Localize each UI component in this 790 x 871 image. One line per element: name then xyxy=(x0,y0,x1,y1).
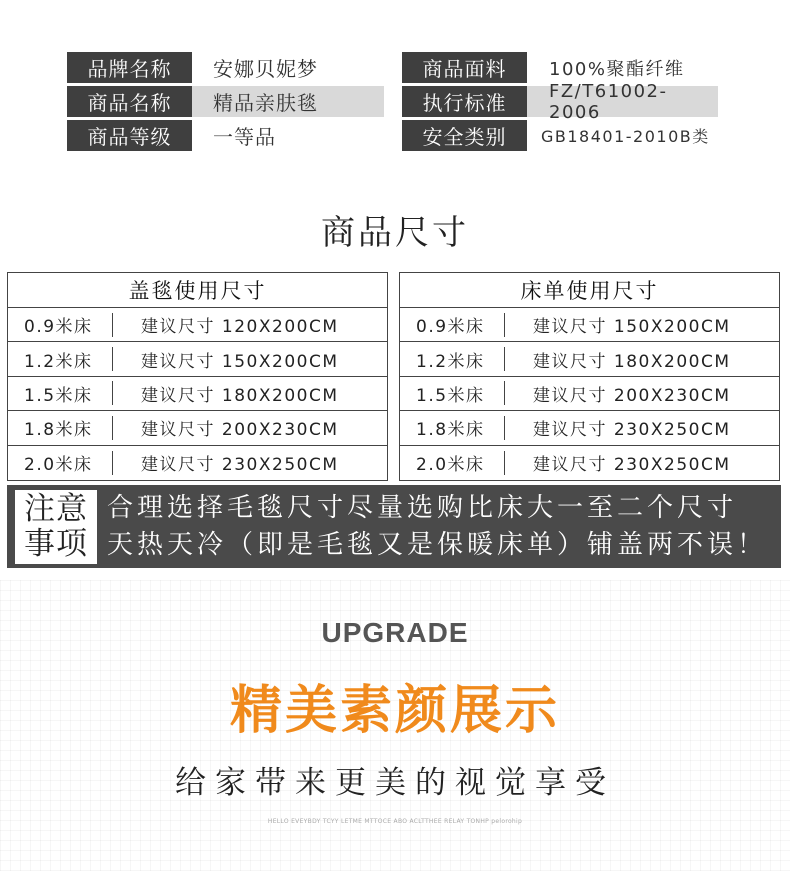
recommended-size-cell: 建议尺寸 150X200CM xyxy=(141,351,339,372)
decorative-fine-print: HELLO EVEYBDY TCYY LETME MTTOCE ABO ACLTTHEE RELAY TONHP pelorohip xyxy=(267,818,523,825)
table-row xyxy=(400,308,779,342)
notice-line: 合理选择毛毯尺寸尽量选购比床大一至二个尺寸 xyxy=(107,492,738,523)
spec-row-brand xyxy=(67,52,384,83)
spec-key: 商品名称 xyxy=(67,86,192,117)
spec-value: 一等品 xyxy=(213,125,276,149)
recommended-size-cell: 建议尺寸 180X200CM xyxy=(141,385,339,406)
notice-line: 天热天冷（即是毛毯又是保暖床单）铺盖两不误！ xyxy=(107,529,768,560)
recommended-size-cell: 建议尺寸 200X230CM xyxy=(533,385,731,406)
notice-tag-line: 事项 xyxy=(24,525,88,562)
bed-size-cell: 1.8米床 xyxy=(416,420,485,441)
spec-key: 安全类别 xyxy=(402,120,527,151)
section-title: 商品尺寸 xyxy=(321,213,469,253)
recommended-size-cell: 建议尺寸 230X250CM xyxy=(141,455,339,476)
recommended-size-cell: 建议尺寸 120X200CM xyxy=(141,317,339,338)
spec-value: 精品亲肤毯 xyxy=(192,86,384,117)
recommended-size-cell: 建议尺寸 230X250CM xyxy=(533,420,731,441)
table-row xyxy=(400,377,779,411)
recommended-size-cell: 建议尺寸 200X230CM xyxy=(141,420,339,441)
spec-value: 100%聚酯纤维 xyxy=(549,58,685,80)
notice-banner xyxy=(7,485,781,568)
display-subtitle: 给家带来更美的视觉享受 xyxy=(175,765,615,801)
bed-size-cell: 0.9米床 xyxy=(416,317,485,338)
recommended-size-cell: 建议尺寸 230X250CM xyxy=(533,455,731,476)
spec-key: 商品面料 xyxy=(402,52,527,83)
recommended-size-cell: 建议尺寸 150X200CM xyxy=(533,317,731,338)
notice-text xyxy=(107,490,767,564)
bed-size-cell: 2.0米床 xyxy=(416,455,485,476)
bed-size-cell: 1.5米床 xyxy=(416,385,485,406)
spec-key: 商品等级 xyxy=(67,120,192,151)
spec-key: 品牌名称 xyxy=(67,52,192,83)
spec-value: FZ/T61002-2006 xyxy=(527,86,718,117)
bed-size-cell: 1.2米床 xyxy=(24,351,93,372)
table-row xyxy=(8,446,387,480)
bed-size-cell: 1.8米床 xyxy=(24,420,93,441)
spec-row-grade xyxy=(67,120,384,151)
table-row xyxy=(400,342,779,376)
table-row xyxy=(8,308,387,342)
table-row xyxy=(400,446,779,480)
table-header: 床单使用尺寸 xyxy=(400,273,779,308)
spec-row-standard xyxy=(402,80,718,123)
sheet-size-table xyxy=(399,272,780,481)
display-title: 精美素颜展示 xyxy=(229,681,560,741)
table-row xyxy=(8,377,387,411)
spec-list-right xyxy=(402,52,718,154)
spec-row-fabric xyxy=(402,52,718,83)
bed-size-cell: 0.9米床 xyxy=(24,317,93,338)
spec-key: 执行标准 xyxy=(402,86,527,117)
upgrade-label: UPGRADE xyxy=(321,617,469,648)
bed-size-cell: 1.5米床 xyxy=(24,385,93,406)
bed-size-cell: 2.0米床 xyxy=(24,455,93,476)
spec-list-left xyxy=(67,52,384,154)
bed-size-cell: 1.2米床 xyxy=(416,351,485,372)
table-row xyxy=(8,411,387,445)
table-header: 盖毯使用尺寸 xyxy=(8,273,387,308)
notice-tag xyxy=(15,490,97,564)
spec-row-product-name xyxy=(67,86,384,117)
table-row xyxy=(8,342,387,376)
spec-row-safety xyxy=(402,120,718,151)
spec-value: GB18401-2010B类 xyxy=(541,127,710,146)
notice-tag-line: 注意 xyxy=(24,490,88,527)
spec-value: 安娜贝妮梦 xyxy=(213,57,318,81)
table-row xyxy=(400,411,779,445)
blanket-size-table xyxy=(7,272,388,481)
recommended-size-cell: 建议尺寸 180X200CM xyxy=(533,351,731,372)
